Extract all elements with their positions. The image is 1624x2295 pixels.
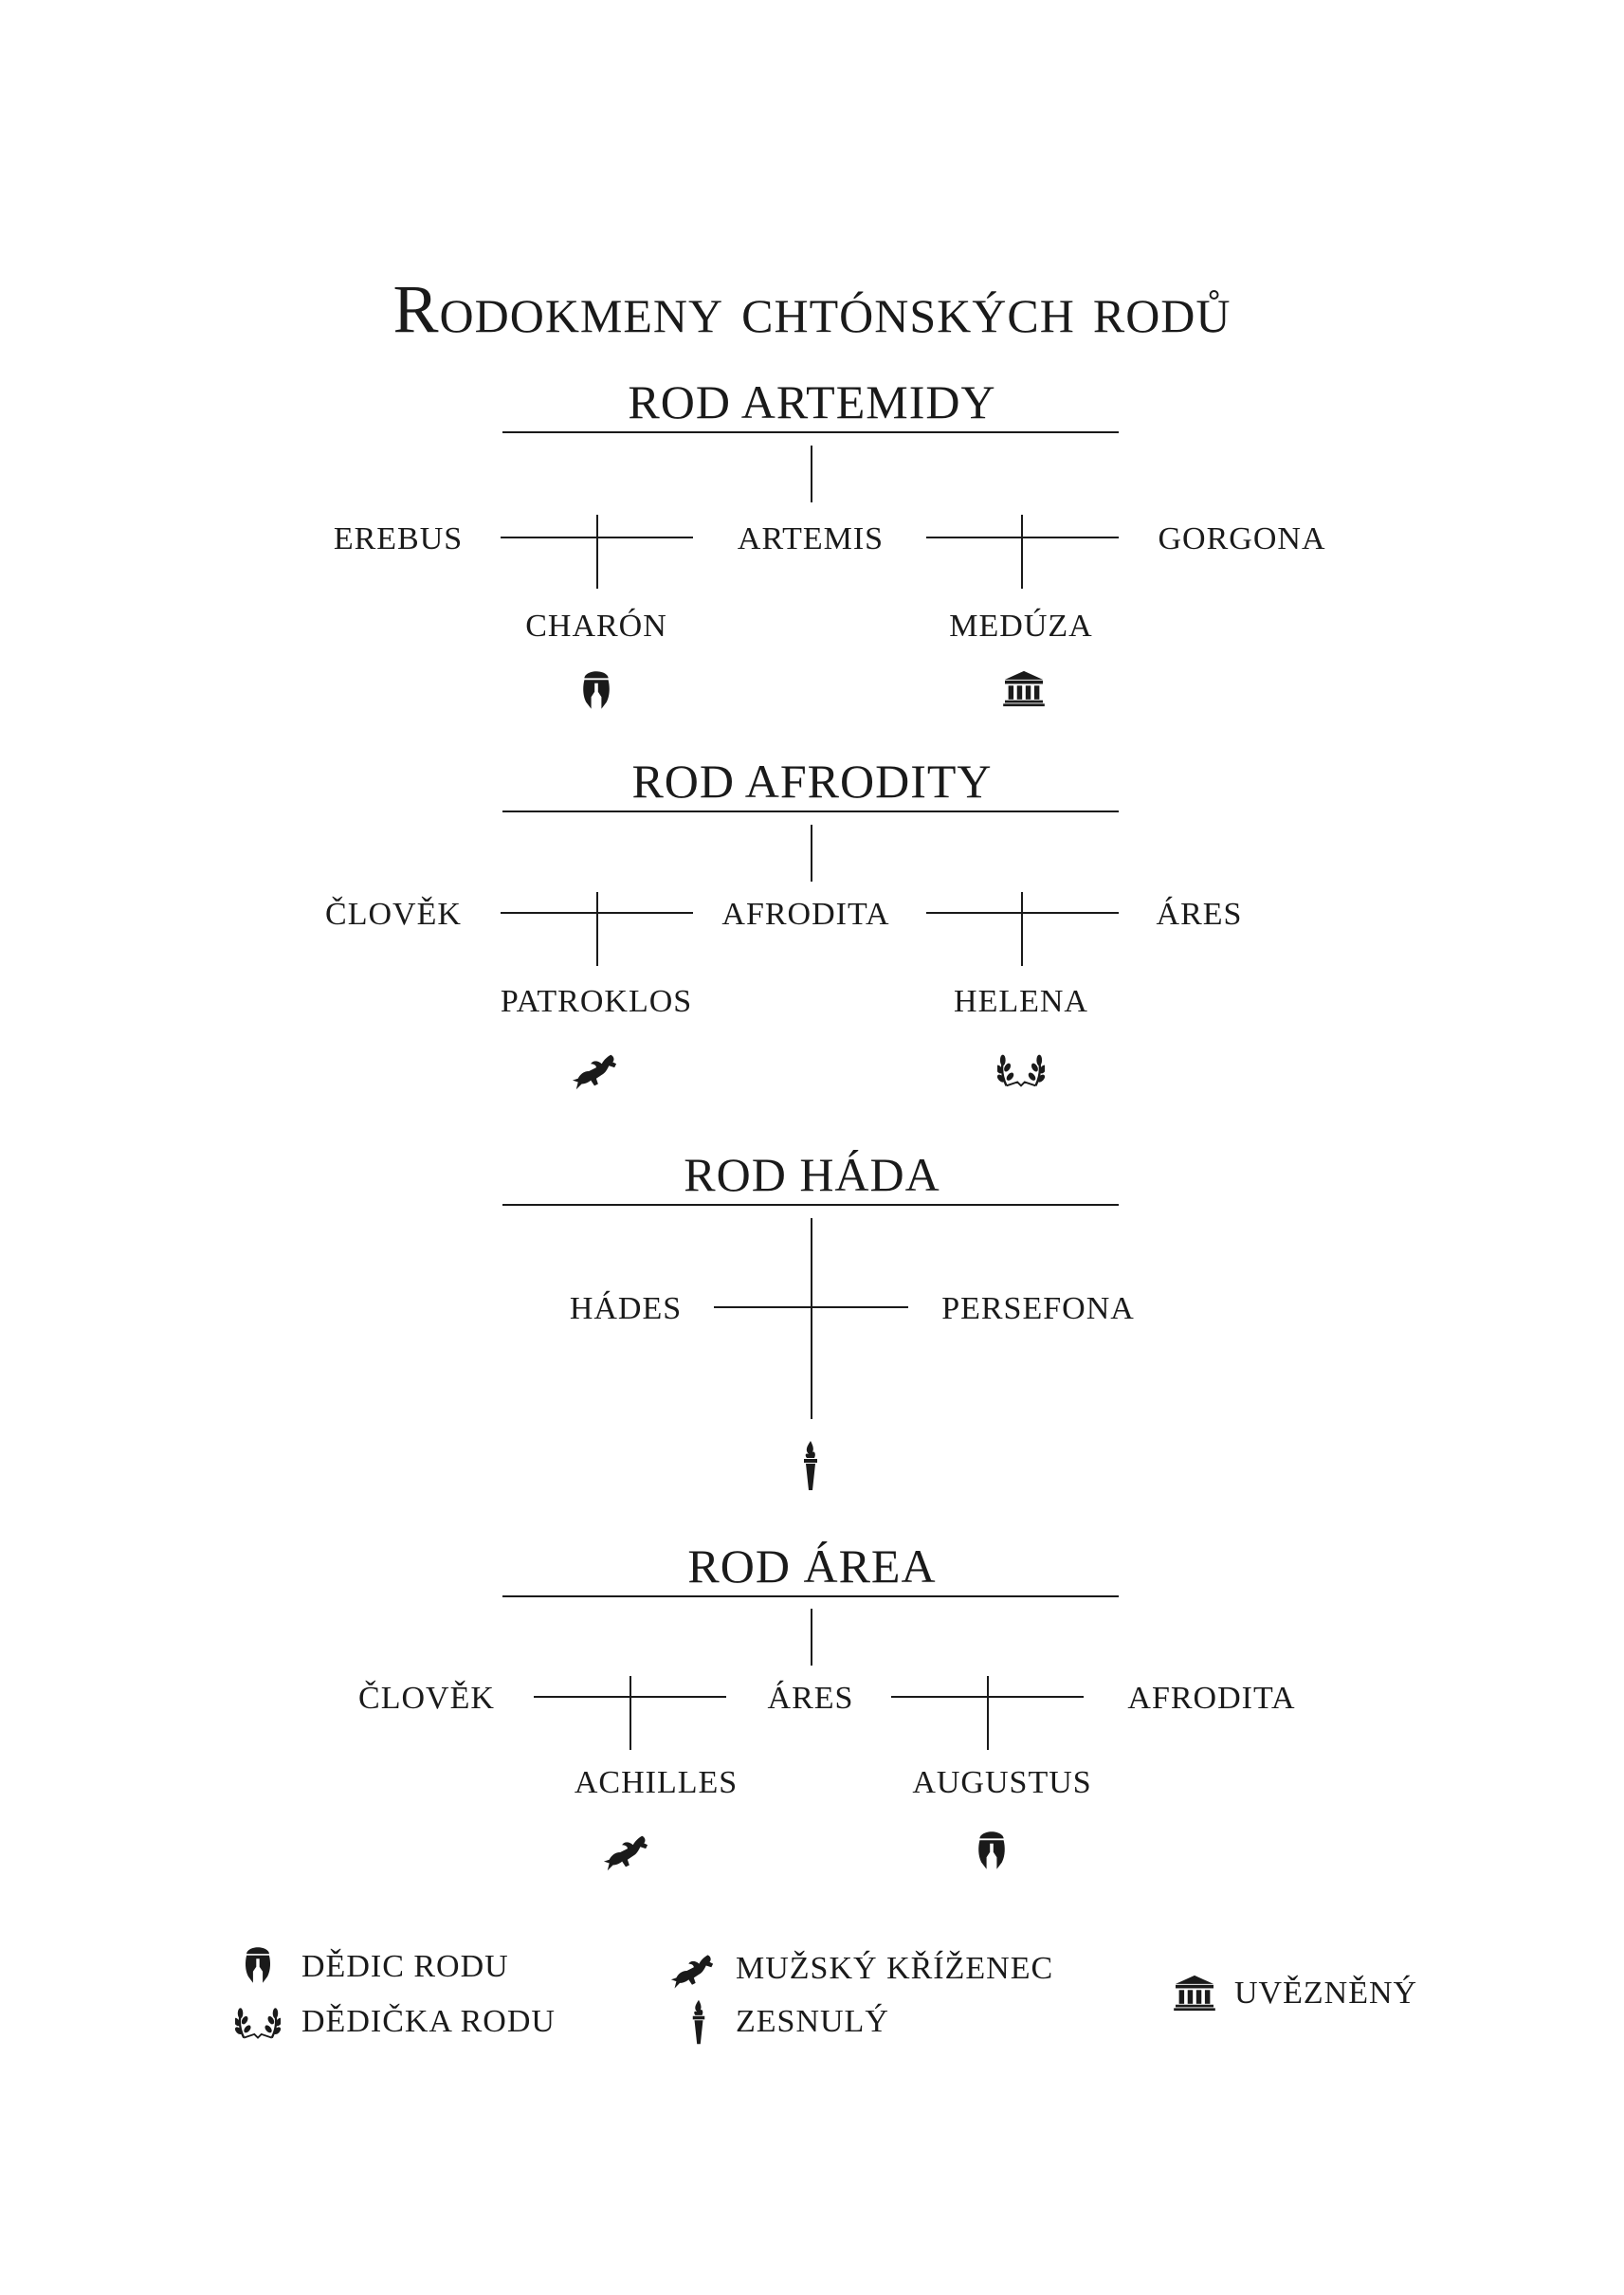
legend-deceased: ZESNULÝ	[736, 2004, 889, 2039]
parent-center: AFRODITA	[721, 897, 890, 932]
parent-right: PERSEFONA	[941, 1291, 1135, 1326]
parent-left: ČLOVĚK	[358, 1681, 495, 1716]
torch-icon	[688, 1998, 709, 2046]
house-underline	[502, 811, 1119, 812]
temple-icon	[1174, 1974, 1215, 2012]
lineage-connector	[811, 825, 812, 882]
child-right: AUGUSTUS	[912, 1765, 1092, 1800]
legend-heir: DĚDIC RODU	[301, 1949, 509, 1984]
child-left: PATROKLOS	[500, 984, 693, 1019]
parent-center: ÁRES	[767, 1681, 854, 1716]
laurel-icon	[997, 1050, 1045, 1088]
lineage-connector	[811, 1609, 812, 1666]
child-right: MEDÚZA	[949, 609, 1093, 644]
legend-imprisoned: UVĚZNĚNÝ	[1234, 1976, 1418, 2011]
parent-center: ARTEMIS	[737, 521, 885, 556]
pegasus-icon	[669, 1951, 715, 1991]
legend-heiress: DĚDIČKA RODU	[301, 2004, 556, 2039]
house-underline	[502, 1595, 1119, 1597]
torch-icon	[799, 1439, 822, 1492]
child-left: ACHILLES	[574, 1765, 739, 1800]
helmet-icon	[579, 669, 613, 711]
page-title: Rodokmeny chtónských rodů	[392, 271, 1232, 347]
legend-male-hybrid: MUŽSKÝ KŘÍŽENEC	[736, 1951, 1054, 1986]
house-title: ROD ARTEMIDY	[628, 375, 996, 428]
helmet-icon	[975, 1830, 1009, 1871]
house-title: ROD ÁREA	[687, 1539, 937, 1593]
house-underline	[502, 1204, 1119, 1206]
child-left: CHARÓN	[525, 609, 667, 644]
pegasus-icon	[571, 1050, 618, 1092]
parent-right: AFRODITA	[1127, 1681, 1296, 1716]
parent-right: GORGONA	[1158, 521, 1326, 556]
child-right: HELENA	[954, 984, 1088, 1019]
parent-left: EREBUS	[333, 521, 464, 556]
parent-left: HÁDES	[569, 1291, 683, 1326]
descent-line-right	[1021, 515, 1023, 589]
descent-line-left	[596, 892, 598, 966]
parent-right: ÁRES	[1156, 897, 1243, 932]
laurel-icon	[235, 2004, 281, 2040]
pegasus-icon	[602, 1831, 649, 1873]
temple-icon	[1003, 669, 1045, 707]
lineage-connector	[811, 446, 812, 502]
descent-line	[811, 1218, 812, 1419]
union-line	[714, 1306, 908, 1308]
descent-line-left	[596, 515, 598, 589]
descent-line-right	[1021, 892, 1023, 966]
descent-line-right	[987, 1676, 989, 1750]
house-underline	[502, 431, 1119, 433]
helmet-icon	[242, 1945, 274, 1985]
house-title: ROD HÁDA	[684, 1148, 940, 1201]
descent-line-left	[630, 1676, 631, 1750]
house-title: ROD AFRODITY	[631, 755, 993, 808]
parent-left: ČLOVĚK	[325, 897, 462, 932]
